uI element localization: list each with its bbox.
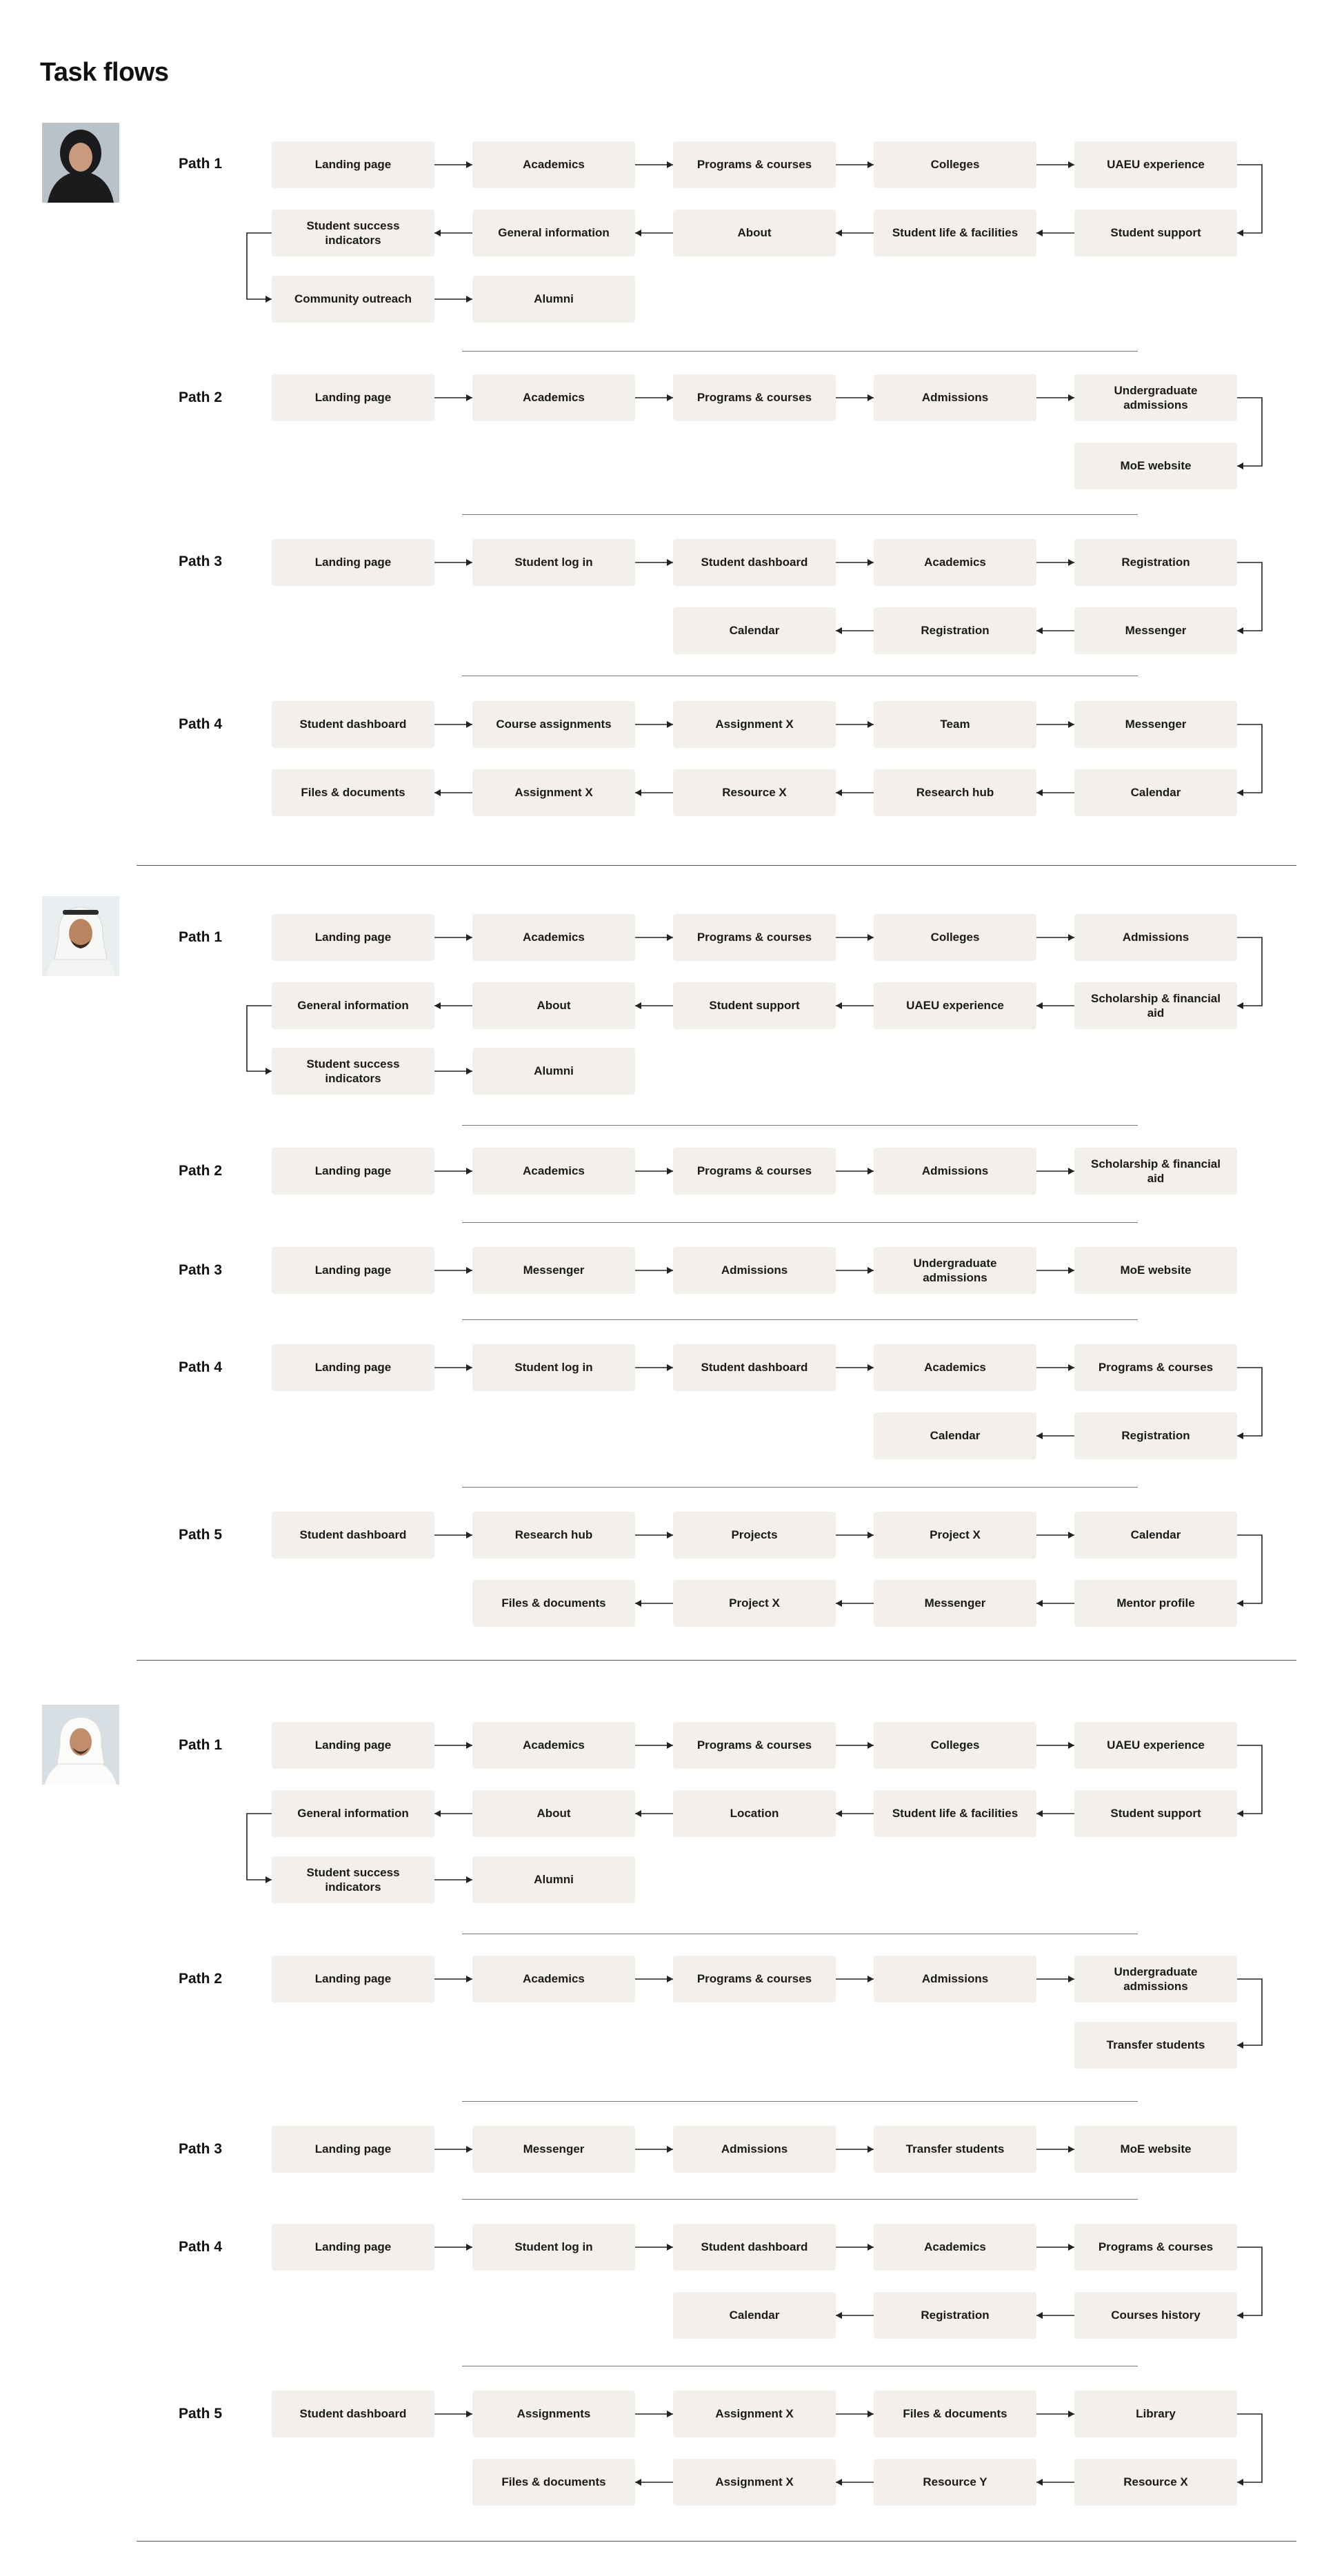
arrowhead-right <box>466 1068 472 1075</box>
flow-wrap-connector <box>1237 937 1262 1006</box>
arrowhead-left <box>1237 230 1243 236</box>
arrowhead-left <box>434 230 441 236</box>
arrowhead-right <box>466 2411 472 2417</box>
arrowhead-right <box>867 1364 874 1371</box>
path-divider <box>462 1222 1138 1223</box>
flow-step-box: Resource X <box>673 769 836 816</box>
arrowhead-right <box>867 934 874 941</box>
arrowhead-right <box>667 721 673 728</box>
arrowhead-right <box>265 296 272 303</box>
flow-step-box: Student dashboard <box>272 1512 434 1559</box>
arrowhead-right <box>1068 1742 1074 1749</box>
arrowhead-right <box>466 2146 472 2153</box>
flow-step-box: Registration <box>1074 1412 1237 1459</box>
flow-wrap-connector <box>1237 724 1262 793</box>
arrowhead-left <box>1237 1810 1243 1817</box>
flow-step-box: Team <box>874 701 1036 748</box>
path-divider <box>462 351 1138 352</box>
arrowhead-left <box>1237 2479 1243 2486</box>
path-divider <box>462 514 1138 515</box>
flow-step-box: Colleges <box>874 141 1036 188</box>
flow-wrap-connector <box>1237 398 1262 466</box>
arrowhead-right <box>867 161 874 168</box>
flow-step-box: Assignment X <box>673 2459 836 2506</box>
flow-step-box: Alumni <box>472 1048 635 1095</box>
arrowhead-left <box>1036 627 1043 634</box>
flow-step-box: Library <box>1074 2391 1237 2437</box>
flow-step-box: Course assignments <box>472 701 635 748</box>
flow-step-box: General information <box>272 982 434 1029</box>
flow-step-box: Mentor profile <box>1074 1580 1237 1627</box>
flow-step-box: Admissions <box>1074 914 1237 961</box>
arrowhead-left <box>1036 230 1043 236</box>
flow-step-box: Student dashboard <box>673 539 836 586</box>
flow-step-box: Colleges <box>874 914 1036 961</box>
arrowhead-right <box>667 2411 673 2417</box>
flow-step-box: Student success indicators <box>272 210 434 256</box>
flow-step-box: Files & documents <box>472 1580 635 1627</box>
arrowhead-left <box>836 1600 842 1607</box>
path-divider <box>462 1487 1138 1488</box>
flow-step-box: Programs & courses <box>673 914 836 961</box>
path-label: Path 4 <box>179 2239 223 2255</box>
arrowhead-right <box>667 1532 673 1539</box>
flow-step-box: About <box>472 982 635 1029</box>
flow-step-box: Location <box>673 1790 836 1837</box>
flow-step-box: UAEU experience <box>1074 141 1237 188</box>
flow-step-box: Scholarship & financial aid <box>1074 982 1237 1029</box>
flow-step-box: Student success indicators <box>272 1048 434 1095</box>
flow-step-box: Academics <box>472 141 635 188</box>
flow-step-box: Admissions <box>874 1956 1036 2002</box>
arrowhead-right <box>667 1267 673 1274</box>
flow-step-box: Alumni <box>472 276 635 323</box>
arrowhead-left <box>836 2312 842 2319</box>
flow-step-box: Transfer students <box>874 2126 1036 2173</box>
flow-step-box: Student log in <box>472 1344 635 1391</box>
flow-step-box: Undergraduate admissions <box>1074 1956 1237 2002</box>
flow-step-box: Academics <box>472 1148 635 1195</box>
flow-step-box: Courses history <box>1074 2292 1237 2339</box>
path-label: Path 2 <box>179 1163 223 1179</box>
flow-step-box: Student dashboard <box>673 1344 836 1391</box>
path-label: Path 5 <box>179 2406 223 2422</box>
flow-step-box: Colleges <box>874 1722 1036 1769</box>
flow-step-box: Programs & courses <box>673 374 836 421</box>
flow-step-box: MoE website <box>1074 1247 1237 1294</box>
flow-step-box: Calendar <box>673 607 836 654</box>
arrowhead-right <box>1068 2411 1074 2417</box>
flow-wrap-connector <box>247 233 272 299</box>
arrowhead-left <box>1237 627 1243 634</box>
arrowhead-right <box>466 559 472 566</box>
arrowhead-left <box>635 2479 641 2486</box>
flow-step-box: Landing page <box>272 1247 434 1294</box>
flow-step-box: MoE website <box>1074 2126 1237 2173</box>
arrowhead-left <box>434 1810 441 1817</box>
arrowhead-right <box>466 1364 472 1371</box>
arrowhead-right <box>466 1267 472 1274</box>
flow-step-box: Calendar <box>874 1412 1036 1459</box>
flow-step-box: Landing page <box>272 1148 434 1195</box>
flow-step-box: Messenger <box>472 2126 635 2173</box>
flow-step-box: Calendar <box>673 2292 836 2339</box>
arrowhead-right <box>1068 2146 1074 2153</box>
arrowhead-right <box>867 2244 874 2251</box>
arrowhead-right <box>1068 1976 1074 1982</box>
flow-step-box: Student support <box>1074 210 1237 256</box>
arrowhead-left <box>836 789 842 796</box>
flow-step-box: Student dashboard <box>272 2391 434 2437</box>
flow-step-box: General information <box>472 210 635 256</box>
flow-step-box: About <box>472 1790 635 1837</box>
flow-step-box: Academics <box>472 914 635 961</box>
path-label: Path 4 <box>179 1359 223 1375</box>
arrowhead-right <box>466 1532 472 1539</box>
persona-section-divider <box>137 865 1296 866</box>
arrowhead-right <box>867 2411 874 2417</box>
arrowhead-right <box>466 161 472 168</box>
arrowhead-right <box>867 1976 874 1982</box>
path-divider <box>462 1319 1138 1320</box>
flow-step-box: Admissions <box>874 1148 1036 1195</box>
persona-section-divider <box>137 1660 1296 1661</box>
arrowhead-right <box>1068 721 1074 728</box>
arrowhead-right <box>1068 1364 1074 1371</box>
arrowhead-right <box>1068 2244 1074 2251</box>
flow-step-box: Registration <box>874 607 1036 654</box>
flow-step-box: Admissions <box>673 1247 836 1294</box>
arrowhead-right <box>466 1876 472 1883</box>
flow-step-box: Academics <box>874 2224 1036 2271</box>
arrowhead-left <box>635 1600 641 1607</box>
arrowhead-left <box>1036 2312 1043 2319</box>
flow-step-box: Programs & courses <box>673 1956 836 2002</box>
flow-step-box: Academics <box>874 1344 1036 1391</box>
arrowhead-right <box>1068 1168 1074 1175</box>
flow-step-box: Assignment X <box>673 2391 836 2437</box>
flow-wrap-connector <box>1237 562 1262 631</box>
path-divider <box>462 1125 1138 1126</box>
arrowhead-left <box>836 230 842 236</box>
arrowhead-left <box>836 627 842 634</box>
flow-step-box: General information <box>272 1790 434 1837</box>
arrowhead-right <box>1068 934 1074 941</box>
path-label: Path 4 <box>179 716 223 732</box>
arrowhead-right <box>867 394 874 401</box>
arrowhead-left <box>434 1002 441 1009</box>
flow-step-box: Messenger <box>1074 607 1237 654</box>
arrowhead-right <box>667 1742 673 1749</box>
arrowhead-right <box>667 1168 673 1175</box>
arrowhead-right <box>466 394 472 401</box>
flow-step-box: Student support <box>1074 1790 1237 1837</box>
flow-step-box: Student life & facilities <box>874 210 1036 256</box>
flow-step-box: UAEU experience <box>874 982 1036 1029</box>
arrowhead-left <box>836 1002 842 1009</box>
flow-step-box: Landing page <box>272 539 434 586</box>
flow-step-box: Transfer students <box>1074 2022 1237 2069</box>
arrowhead-right <box>667 2244 673 2251</box>
flow-step-box: Academics <box>472 1722 635 1769</box>
flow-step-box: Projects <box>673 1512 836 1559</box>
arrowhead-left <box>1036 1600 1043 1607</box>
arrowhead-right <box>667 2146 673 2153</box>
flow-step-box: Assignments <box>472 2391 635 2437</box>
arrowhead-right <box>466 296 472 303</box>
arrowhead-right <box>867 1168 874 1175</box>
flow-step-box: Student dashboard <box>272 701 434 748</box>
arrowhead-left <box>635 1002 641 1009</box>
flow-step-box: Files & documents <box>874 2391 1036 2437</box>
arrowhead-left <box>1036 1002 1043 1009</box>
flow-step-box: Student log in <box>472 539 635 586</box>
persona-avatar-man-ghutra <box>42 896 119 976</box>
path-divider <box>462 2199 1138 2200</box>
flow-step-box: Alumni <box>472 1856 635 1903</box>
flow-step-box: Scholarship & financial aid <box>1074 1148 1237 1195</box>
arrowhead-right <box>1068 1267 1074 1274</box>
arrowhead-right <box>1068 394 1074 401</box>
flow-step-box: Undergraduate admissions <box>1074 374 1237 421</box>
flow-step-box: Student dashboard <box>673 2224 836 2271</box>
path-label: Path 3 <box>179 554 223 569</box>
flow-wrap-connector <box>1237 1368 1262 1436</box>
flow-step-box: Admissions <box>874 374 1036 421</box>
flow-wrap-connector <box>1237 2414 1262 2482</box>
arrowhead-right <box>667 1364 673 1371</box>
arrowhead-right <box>867 721 874 728</box>
arrowhead-left <box>1237 2312 1243 2319</box>
flow-step-box: Research hub <box>472 1512 635 1559</box>
path-label: Path 1 <box>179 156 223 172</box>
arrowhead-right <box>667 559 673 566</box>
arrowhead-right <box>867 1742 874 1749</box>
flow-step-box: Resource Y <box>874 2459 1036 2506</box>
flow-step-box: Messenger <box>874 1580 1036 1627</box>
arrowhead-left <box>1036 789 1043 796</box>
flow-step-box: Undergraduate admissions <box>874 1247 1036 1294</box>
arrowhead-left <box>1237 463 1243 469</box>
flow-wrap-connector <box>1237 2247 1262 2315</box>
arrowhead-left <box>434 789 441 796</box>
path-label: Path 5 <box>179 1527 223 1543</box>
flow-wrap-connector <box>247 1006 272 1071</box>
arrowhead-right <box>466 721 472 728</box>
flow-step-box: Landing page <box>272 1956 434 2002</box>
arrowhead-right <box>1068 559 1074 566</box>
flow-step-box: Community outreach <box>272 276 434 323</box>
flow-step-box: Programs & courses <box>1074 1344 1237 1391</box>
arrowhead-right <box>466 934 472 941</box>
persona-section-divider <box>137 2541 1296 2542</box>
arrowhead-left <box>836 1810 842 1817</box>
arrowhead-right <box>667 394 673 401</box>
path-divider <box>462 2101 1138 2102</box>
flow-wrap-connector <box>1237 165 1262 233</box>
arrowhead-left <box>1237 789 1243 796</box>
flow-step-box: Project X <box>673 1580 836 1627</box>
arrowhead-right <box>867 2146 874 2153</box>
flow-step-box: Messenger <box>1074 701 1237 748</box>
path-label: Path 2 <box>179 389 223 405</box>
arrowhead-right <box>1068 161 1074 168</box>
arrowhead-right <box>667 934 673 941</box>
flow-wrap-connector <box>247 1814 272 1880</box>
flow-step-box: Project X <box>874 1512 1036 1559</box>
flow-step-box: Academics <box>472 374 635 421</box>
arrowhead-left <box>836 2479 842 2486</box>
flow-step-box: Landing page <box>272 374 434 421</box>
path-label: Path 3 <box>179 1262 223 1278</box>
flow-step-box: Files & documents <box>272 769 434 816</box>
arrowhead-left <box>1237 1002 1243 1009</box>
arrowhead-right <box>265 1068 272 1075</box>
arrowhead-left <box>1036 1810 1043 1817</box>
flow-step-box: About <box>673 210 836 256</box>
flow-step-box: Programs & courses <box>1074 2224 1237 2271</box>
flow-step-box: Landing page <box>272 2126 434 2173</box>
flow-step-box: Landing page <box>272 1344 434 1391</box>
path-label: Path 2 <box>179 1971 223 1987</box>
flow-step-box: Programs & courses <box>673 1722 836 1769</box>
flow-step-box: Student success indicators <box>272 1856 434 1903</box>
arrowhead-right <box>265 1876 272 1883</box>
path-label: Path 1 <box>179 1737 223 1753</box>
flow-step-box: Calendar <box>1074 1512 1237 1559</box>
persona-avatar-man-kandura <box>42 1705 119 1785</box>
flow-step-box: Academics <box>874 539 1036 586</box>
flow-wrap-connector <box>1237 1745 1262 1814</box>
arrowhead-right <box>1068 1532 1074 1539</box>
arrowhead-right <box>867 559 874 566</box>
arrowhead-left <box>1237 1600 1243 1607</box>
arrowhead-right <box>466 2244 472 2251</box>
arrowhead-left <box>635 230 641 236</box>
arrowhead-right <box>466 1742 472 1749</box>
flow-step-box: Admissions <box>673 2126 836 2173</box>
flow-step-box: Programs & courses <box>673 1148 836 1195</box>
flow-step-box: Student life & facilities <box>874 1790 1036 1837</box>
arrowhead-right <box>867 1267 874 1274</box>
path-label: Path 3 <box>179 2141 223 2157</box>
page-title: Task flows <box>40 58 169 87</box>
path-label: Path 1 <box>179 929 223 945</box>
arrowhead-left <box>1237 2042 1243 2049</box>
flow-step-box: Assignment X <box>472 769 635 816</box>
flow-step-box: Files & documents <box>472 2459 635 2506</box>
flow-step-box: Registration <box>1074 539 1237 586</box>
flow-step-box: Landing page <box>272 914 434 961</box>
flow-step-box: Student support <box>673 982 836 1029</box>
arrowhead-right <box>667 1976 673 1982</box>
flow-step-box: MoE website <box>1074 443 1237 489</box>
arrowhead-left <box>1237 1432 1243 1439</box>
flow-step-box: Messenger <box>472 1247 635 1294</box>
arrowhead-left <box>635 789 641 796</box>
flow-step-box: Landing page <box>272 2224 434 2271</box>
arrowhead-right <box>466 1976 472 1982</box>
arrowhead-left <box>1036 1432 1043 1439</box>
flow-step-box: Programs & courses <box>673 141 836 188</box>
flow-step-box: Landing page <box>272 1722 434 1769</box>
flow-step-box: Resource X <box>1074 2459 1237 2506</box>
flow-step-box: Student log in <box>472 2224 635 2271</box>
persona-avatar-woman <box>42 123 119 203</box>
arrowhead-right <box>867 1532 874 1539</box>
flow-step-box: Registration <box>874 2292 1036 2339</box>
flow-step-box: Research hub <box>874 769 1036 816</box>
flow-step-box: Academics <box>472 1956 635 2002</box>
arrowhead-left <box>635 1810 641 1817</box>
arrowhead-right <box>466 1168 472 1175</box>
arrowhead-right <box>667 161 673 168</box>
flow-step-box: Calendar <box>1074 769 1237 816</box>
flow-step-box: UAEU experience <box>1074 1722 1237 1769</box>
flow-step-box: Assignment X <box>673 701 836 748</box>
flow-step-box: Landing page <box>272 141 434 188</box>
flow-wrap-connector <box>1237 1535 1262 1603</box>
flow-wrap-connector <box>1237 1979 1262 2045</box>
arrowhead-left <box>1036 2479 1043 2486</box>
